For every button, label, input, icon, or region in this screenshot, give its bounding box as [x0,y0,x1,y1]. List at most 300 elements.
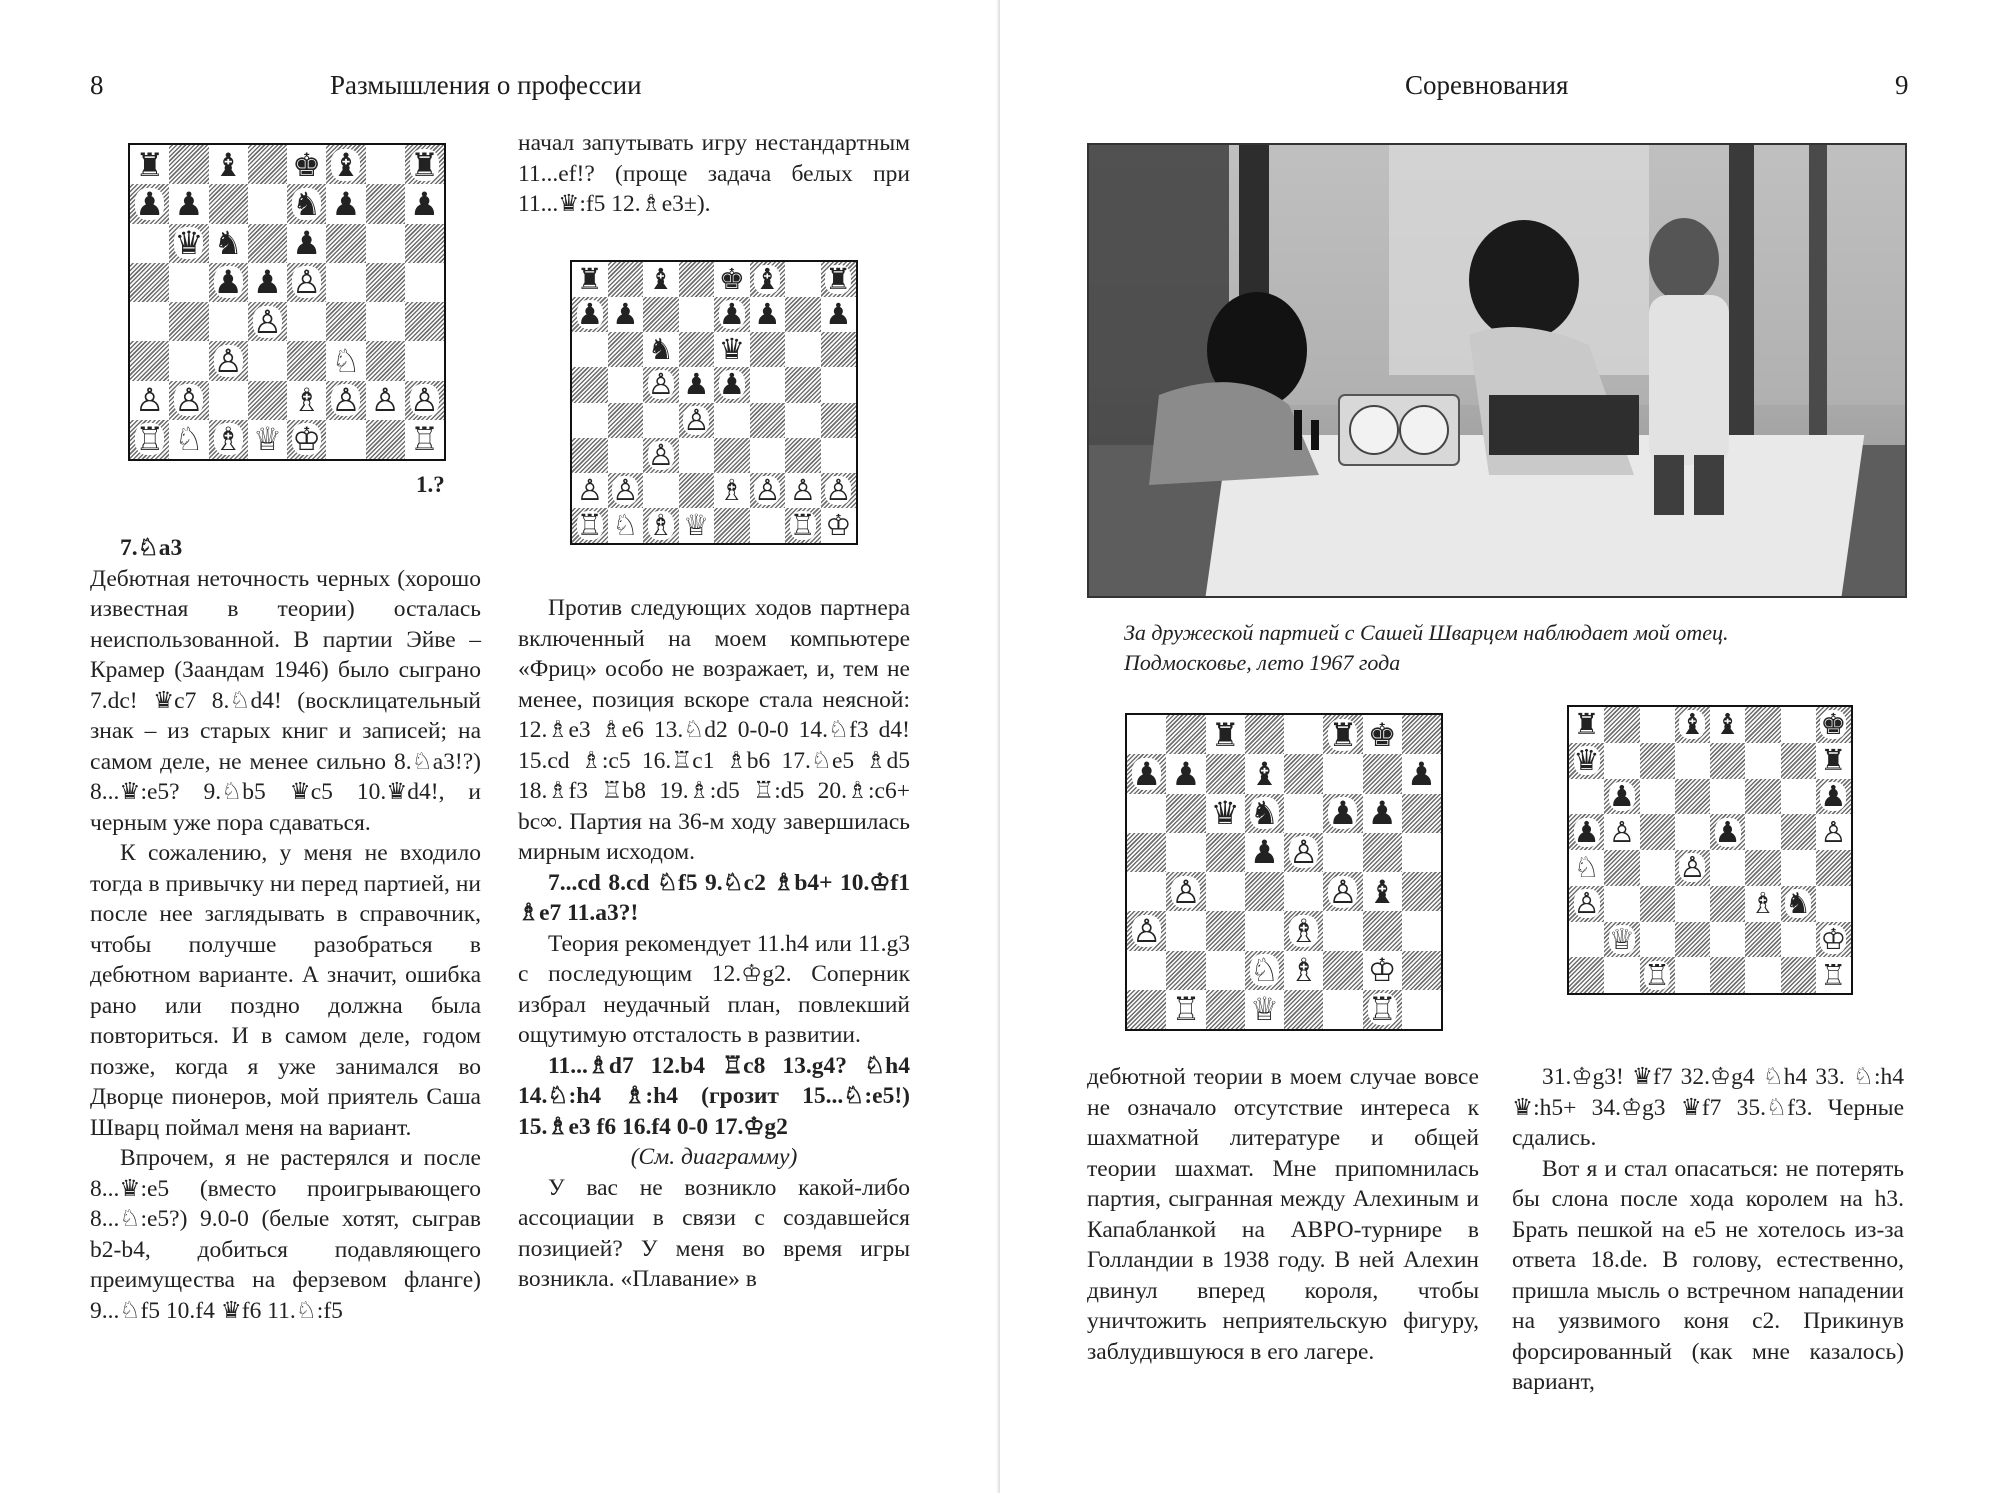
board-square [1569,743,1604,779]
board-square [714,473,750,508]
board-square [130,224,169,263]
board-square [1323,911,1362,950]
board-square [785,297,821,332]
board-square [1166,833,1205,872]
chess-piece-icon: ♟ [331,184,361,223]
board-square [1245,990,1284,1029]
board-square [248,302,287,341]
board-square [750,262,786,297]
board-square [169,381,208,420]
chess-piece-icon: ♙ [135,381,165,420]
board-square [1206,715,1245,754]
board-square [572,473,608,508]
chess-piece-icon: ♙ [370,381,400,420]
board-square [1323,951,1362,990]
board-square [714,262,750,297]
chess-piece-icon: ♟ [1132,754,1162,793]
board-square [1166,754,1205,793]
board-square [130,381,169,420]
board-square [608,508,644,543]
chess-piece-icon: ♟ [612,297,639,332]
board-square [1402,951,1441,990]
text-column-right-bottom [518,593,910,1295]
board-square [209,184,248,223]
chess-piece-icon: ♟ [718,367,745,402]
board-square [785,332,821,367]
board-square [1569,886,1604,922]
board-square [1166,990,1205,1029]
board-square [405,381,444,420]
board-square [1245,754,1284,793]
board-square [750,508,786,543]
board-square [785,473,821,508]
board-square [1745,957,1780,993]
chess-piece-icon: ♟ [409,184,439,223]
board-square [405,420,444,459]
chess-piece-icon: ♖ [135,420,165,459]
board-square [169,263,208,302]
board-square [326,381,365,420]
chess-piece-icon: ♟ [1249,833,1279,872]
board-square [1284,911,1323,950]
board-square [785,367,821,402]
board-square [405,302,444,341]
board-square [1640,814,1675,850]
board-square [366,145,405,184]
board-square [1640,922,1675,958]
board-square [405,341,444,380]
board-square [248,381,287,420]
chess-piece-icon: ♞ [1785,886,1812,921]
chess-piece-icon: ♙ [1573,886,1600,921]
board-square [366,341,405,380]
board-square [1245,951,1284,990]
board-square [1745,779,1780,815]
board-square [1245,911,1284,950]
board-square [1745,886,1780,922]
board-square [169,184,208,223]
board-square [1284,951,1323,990]
chess-piece-icon: ♔ [825,507,852,542]
chess-piece-icon: ♚ [1820,707,1847,742]
board-square [1363,833,1402,872]
board-square [679,508,715,543]
chess-piece-icon: ♜ [1573,707,1600,742]
chess-piece-icon: ♖ [409,420,439,459]
board-square [209,224,248,263]
board-square [572,508,608,543]
board-square [405,145,444,184]
board-square [1166,951,1205,990]
photo-caption [1124,618,1944,678]
board-square [130,184,169,223]
chess-diagram-1 [128,143,446,461]
board-square [785,508,821,543]
board-square [1402,715,1441,754]
chess-piece-icon: ♞ [292,184,322,223]
board-square [1363,911,1402,950]
board-square [643,473,679,508]
chess-piece-icon: ♟ [1406,754,1436,793]
board-square [1710,814,1745,850]
board-square [1675,743,1710,779]
board-square [821,473,857,508]
chess-piece-icon: ♛ [718,332,745,367]
board-square [130,302,169,341]
board-square [1816,814,1851,850]
board-square [1127,911,1166,950]
move-line: 7.♘a3 [120,535,183,561]
board-square [287,420,326,459]
board-square [1363,951,1402,990]
board-square [1640,886,1675,922]
board-square [169,145,208,184]
text-column-right-page-right [1512,1062,1904,1398]
chess-piece-icon: ♘ [174,420,204,459]
move-line: 7...cd 8.cd ♘f5 9.♘c2 ♗b4+ 10.♔f1 ♗e7 11.a3?! [518,869,910,926]
board-square [1781,957,1816,993]
board-square [366,420,405,459]
chess-piece-icon: ♛ [174,224,204,263]
board-square [1206,872,1245,911]
running-title-left: Размышления о профессии [330,70,642,100]
chess-piece-icon: ♙ [409,381,439,420]
board-square [714,297,750,332]
caption-line-1: За дружеской партией с Сашей Шварцем наблюдает мой отец. [1124,620,1729,645]
board-square [287,263,326,302]
board-square [1363,794,1402,833]
chess-piece-icon: ♝ [1367,872,1397,911]
chess-piece-icon: ♙ [213,341,243,380]
board-square [643,262,679,297]
board-square [785,262,821,297]
chess-piece-icon: ♝ [1679,707,1706,742]
board-square [1402,872,1441,911]
board-square [130,263,169,302]
chess-piece-icon: ♘ [331,341,361,380]
chess-piece-icon: ♜ [1328,715,1358,754]
board-square [1323,794,1362,833]
board-square [1816,743,1851,779]
board-square [750,473,786,508]
chess-piece-icon: ♙ [576,472,603,507]
chess-piece-icon: ♟ [213,263,243,302]
board-square [209,263,248,302]
board-square [1127,833,1166,872]
board-square [1284,872,1323,911]
chess-piece-icon: ♖ [1367,990,1397,1029]
board-square [1323,990,1362,1029]
board-square [1402,911,1441,950]
board-square [1402,754,1441,793]
board-square [572,332,608,367]
chess-piece-icon: ♜ [1210,715,1240,754]
board-square [1402,833,1441,872]
board-square [1640,850,1675,886]
board-square [1284,990,1323,1029]
board-square [643,403,679,438]
board-square [608,403,644,438]
board-square [785,438,821,473]
chess-piece-icon: ♜ [409,145,439,184]
board-square [1640,743,1675,779]
chess-piece-icon: ♟ [683,367,710,402]
paragraph: начал запутывать игру нестандартным 11...ef!? (проще задача белых при 11...♛:f5 12.♗e3±). [518,130,910,217]
board-square [1745,814,1780,850]
board-square [1710,957,1745,993]
board-square [326,224,365,263]
board-square [1569,957,1604,993]
board-square [750,297,786,332]
board-square [1127,794,1166,833]
board-square [1127,990,1166,1029]
board-square [572,403,608,438]
board-square [1206,911,1245,950]
chess-piece-icon: ♝ [754,262,781,296]
board-square [209,420,248,459]
board-square [821,332,857,367]
board-square [326,263,365,302]
chess-piece-icon: ♚ [292,145,322,184]
board-square [1745,743,1780,779]
paragraph: Впрочем, я не растерялся и после 8...♛:e5 (вместо проигрывающего 8...♘:e5?) 9.0-0 (белые хотят, сыграв b2-b4, добиться подавляющего преимущества на ферзевом фланге) 9...♘f5 10.f4 ♛f6 11.♘:f5 [90,1145,481,1324]
chess-piece-icon: ♗ [292,381,322,420]
board-square [1816,707,1851,743]
board-square [1816,779,1851,815]
chess-piece-icon: ♙ [612,472,639,507]
board-square [714,367,750,402]
board-square [248,224,287,263]
board-square [750,403,786,438]
chess-piece-icon: ♗ [1289,951,1319,990]
paragraph: Вот я и стал опасаться: не потерять бы слона после хода королем на h3. Брать пешкой на e5 не хотелось из-за ответа 18.de. В голову, естественно, пришла мысль о встречном нападении на уязвимого коня c2. Прикинув форсированный (как мне казалось) вариант, [1512,1155,1904,1395]
board-square [1745,922,1780,958]
board-square [326,302,365,341]
board-square [608,297,644,332]
chess-piece-icon: ♔ [1820,921,1847,956]
chess-piece-icon: ♙ [1679,850,1706,885]
diagram-label: 1.? [416,472,445,497]
board-square [750,367,786,402]
board-square [130,420,169,459]
board-square [287,184,326,223]
chess-piece-icon: ♗ [718,472,745,507]
board-square [1166,911,1205,950]
board-square [1604,814,1639,850]
text-column-right-top [518,128,910,220]
board-square [1745,850,1780,886]
board-square [248,145,287,184]
chess-piece-icon: ♕ [683,507,710,542]
board-square [287,341,326,380]
chess-piece-icon: ♙ [647,367,674,402]
paragraph: Теория рекомендует 11.h4 или 11.g3 с последующим 12.♔g2. Соперник избрал неудачный план, повлекший ощутимую отсталость в развитии. [518,930,910,1048]
chess-piece-icon: ♖ [1171,990,1201,1029]
chess-piece-icon: ♝ [213,145,243,184]
board-square [608,438,644,473]
chess-piece-icon: ♘ [612,507,639,542]
board-square [405,224,444,263]
paragraph: Дебютная неточность черных (хорошо известная в теории) осталась неиспользованной. В партии Эйве – Крамер (Заандам 1946) было сыграно 7.dc! ♛c7 8.♘d4! (восклицательный знак – из старых книг и записей; на самом деле, не менее сильно 8.♘a3!?) 8...♛:e5? 9.♘b5 ♛c5 10.♛d4!, и черным уже пора сдаваться. [90,565,481,836]
chess-piece-icon: ♟ [1328,794,1358,833]
board-square [1816,850,1851,886]
chess-piece-icon: ♙ [647,437,674,472]
chess-piece-icon: ♝ [331,145,361,184]
chess-piece-icon: ♙ [1820,814,1847,849]
chess-piece-icon: ♗ [1749,886,1776,921]
board-square [1675,850,1710,886]
board-square [1745,707,1780,743]
chess-piece-icon: ♕ [1608,921,1635,956]
board-square [679,473,715,508]
board-square [366,224,405,263]
board-square [1604,743,1639,779]
board-square [679,403,715,438]
board-square [1245,833,1284,872]
board-square [821,403,857,438]
board-square [1569,707,1604,743]
board-square [821,262,857,297]
chess-piece-icon: ♙ [252,302,282,341]
board-square [714,508,750,543]
chess-piece-icon: ♗ [1289,911,1319,950]
chess-piece-icon: ♚ [1367,715,1397,754]
board-square [169,224,208,263]
chess-piece-icon: ♙ [1289,833,1319,872]
board-square [1284,833,1323,872]
board-square [1363,754,1402,793]
paragraph: Против следующих ходов партнера включенный на моем компьютере «Фриц» особо не возражает, и, тем не менее, позиция вскоре стала неясной: 12.♗e3 ♗e6 13.♘d2 0-0-0 14.♘f3 d4! 15.cd ♗:c5 16.♖c1 ♗b6 17.♘e5 ♗d5 18.♗f3 ♖b8 19.♗:d5 ♖:d5 20.♗:c6+ bc∞. Партия на 36-м ходу завершилась мирным исходом. [518,595,910,865]
board-square [572,438,608,473]
photo-illustration [1089,145,1905,596]
board-square [1245,715,1284,754]
board-square [821,297,857,332]
board-square [821,438,857,473]
board-square [608,367,644,402]
board-square [1781,707,1816,743]
chess-piece-icon: ♞ [1249,794,1279,833]
page-number-right: 9 [1895,70,1909,100]
board-square [785,403,821,438]
chess-piece-icon: ♟ [1367,794,1397,833]
board-square [1284,754,1323,793]
chess-piece-icon: ♟ [174,184,204,223]
board-square [608,262,644,297]
chess-piece-icon: ♖ [576,507,603,542]
board-square [1675,957,1710,993]
board-square [209,341,248,380]
board-square [679,262,715,297]
board-square [608,473,644,508]
board-square [1675,707,1710,743]
chess-piece-icon: ♚ [718,262,745,296]
board-square [1604,957,1639,993]
chess-piece-icon: ♟ [576,297,603,332]
chess-piece-icon: ♟ [1714,814,1741,849]
text-column-left [90,533,481,1326]
board-square [1675,886,1710,922]
move-line: 11...♗d7 12.b4 ♖c8 13.g4? ♘h4 14.♘:h4 ♗:h4 (грозит 15...♘:e5!) 15.♗e3 f6 16.f4 0-0 17.♔g2 [518,1052,910,1140]
running-title-right: Соревнования [1405,70,1569,100]
board-square [714,332,750,367]
board-square [287,381,326,420]
board-square [643,332,679,367]
board-square [1245,794,1284,833]
board-square [1363,715,1402,754]
page-number-left: 8 [90,70,104,100]
board-square [1127,754,1166,793]
board-square [1284,794,1323,833]
board-square [1323,833,1362,872]
board-square [1710,886,1745,922]
board-square [1710,922,1745,958]
chess-piece-icon: ♜ [135,145,165,184]
board-square [366,263,405,302]
board-square [248,420,287,459]
board-square [1604,850,1639,886]
board-square [1710,743,1745,779]
chess-piece-icon: ♔ [1367,951,1397,990]
board-square [1640,707,1675,743]
board-square [1402,990,1441,1029]
chess-piece-icon: ♟ [1608,778,1635,813]
chess-piece-icon: ♙ [754,472,781,507]
chess-piece-icon: ♙ [825,472,852,507]
board-square [608,332,644,367]
chess-piece-icon: ♜ [825,262,852,296]
chess-piece-icon: ♔ [292,420,322,459]
board-square [572,367,608,402]
board-square [1781,850,1816,886]
board-square [326,145,365,184]
board-square [1127,951,1166,990]
board-square [1781,743,1816,779]
paragraph: К сожалению, у меня не входило тогда в привычку ни перед партией, ни после нее заглядывать в справочник, чтобы получше разобраться в дебютном варианте. А значит, ошибка рано или поздно должна была повториться. И в самом деле, годом позже, когда я уже занимался во Дворце пионеров, мой приятель Саша Шварц поймал меня на вариант. [90,840,481,1141]
chess-piece-icon: ♟ [135,184,165,223]
chess-piece-icon: ♙ [1608,814,1635,849]
board-square [130,341,169,380]
chess-piece-icon: ♘ [1573,850,1600,885]
board-square [821,367,857,402]
board-square [1245,872,1284,911]
board-square [643,297,679,332]
board-square [287,302,326,341]
chess-piece-icon: ♙ [292,263,322,302]
paragraph: 31.♔g3! ♛f7 32.♔g4 ♘h4 33. ♘:h4 ♛:h5+ 34.♔g3 ♛f7 35.♘f3. Черные сдались. [1512,1064,1904,1151]
board-square [714,438,750,473]
chess-piece-icon: ♗ [647,507,674,542]
board-square [248,263,287,302]
chess-diagram-4 [1567,705,1853,995]
board-square [1166,794,1205,833]
board-square [1604,707,1639,743]
chess-piece-icon: ♟ [1820,778,1847,813]
board-square [405,263,444,302]
board-square [1569,814,1604,850]
board-square [1323,715,1362,754]
chess-piece-icon: ♛ [1210,794,1240,833]
board-square [1569,922,1604,958]
board-square [1323,754,1362,793]
board-square [750,438,786,473]
board-square [169,341,208,380]
board-square [1710,850,1745,886]
board-square [1206,990,1245,1029]
board-square [326,420,365,459]
chess-piece-icon: ♟ [1573,814,1600,849]
board-square [1284,715,1323,754]
board-square [1166,872,1205,911]
